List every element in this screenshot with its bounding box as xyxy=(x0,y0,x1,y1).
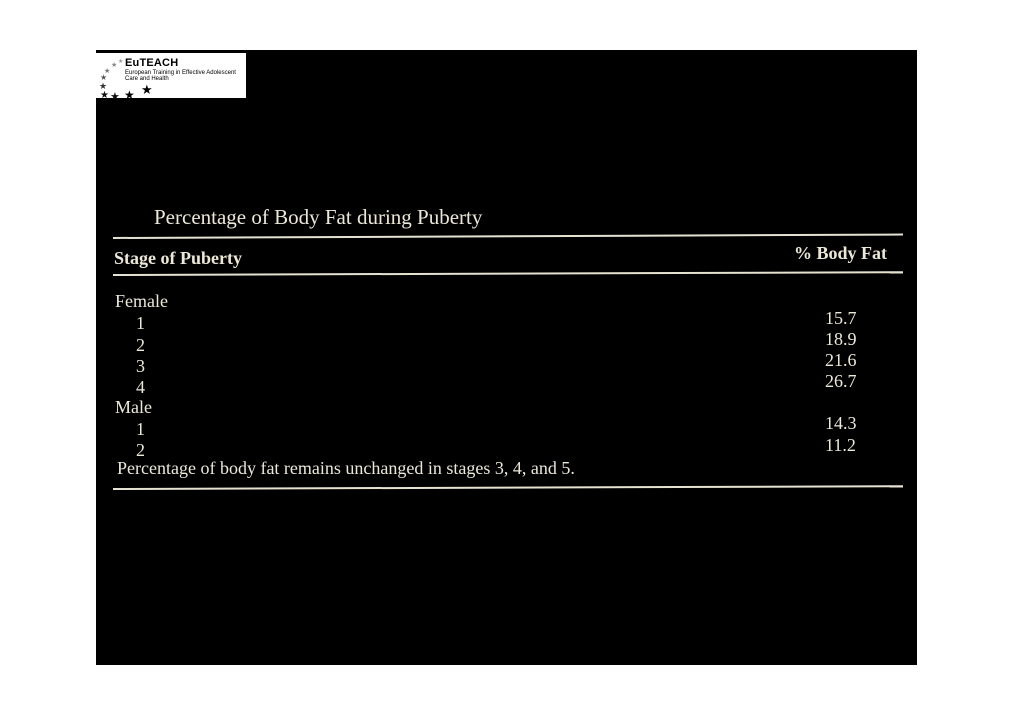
female-value-1: 15.7 xyxy=(825,308,857,328)
table-footnote: Percentage of body fat remains unchanged in stages 3, 4, and 5. xyxy=(117,458,575,478)
svg-text:★: ★ xyxy=(100,73,108,82)
male-stage-1: 1 xyxy=(136,419,145,439)
male-value-2: 11.2 xyxy=(825,435,856,455)
female-stage-2: 2 xyxy=(136,335,145,355)
group-label-female: Female xyxy=(115,291,168,311)
slide xyxy=(96,50,917,665)
svg-text:★: ★ xyxy=(124,88,135,101)
male-value-1: 14.3 xyxy=(825,413,857,433)
male-stage-2: 2 xyxy=(136,440,145,460)
table-header-rule xyxy=(113,271,903,276)
female-value-4: 26.7 xyxy=(825,371,857,391)
svg-text:★: ★ xyxy=(100,90,109,101)
logo-tagline-line1: European Training in Effective Adolescent xyxy=(125,70,236,76)
female-value-3: 21.6 xyxy=(825,350,857,370)
logo-tagline-line2: Care and Health xyxy=(125,76,169,82)
euteach-logo xyxy=(96,53,246,101)
female-stage-4: 4 xyxy=(136,377,145,397)
svg-text:★: ★ xyxy=(99,81,108,91)
female-stage-1: 1 xyxy=(136,313,145,333)
table-bottom-rule xyxy=(113,485,903,490)
svg-text:★: ★ xyxy=(110,91,120,101)
logo-brand: EuTEACH xyxy=(125,57,179,69)
group-label-male: Male xyxy=(115,397,152,417)
header-body-fat: % Body Fat xyxy=(794,243,888,263)
svg-text:★: ★ xyxy=(141,82,153,97)
svg-text:★: ★ xyxy=(104,68,111,75)
header-stage-of-puberty: Stage of Puberty xyxy=(114,248,242,268)
svg-text:★: ★ xyxy=(111,62,118,69)
female-stage-3: 3 xyxy=(136,356,145,376)
table-top-rule xyxy=(113,234,903,239)
svg-text:★: ★ xyxy=(118,59,124,65)
table-title: Percentage of Body Fat during Puberty xyxy=(154,205,483,229)
female-value-2: 18.9 xyxy=(825,329,857,349)
